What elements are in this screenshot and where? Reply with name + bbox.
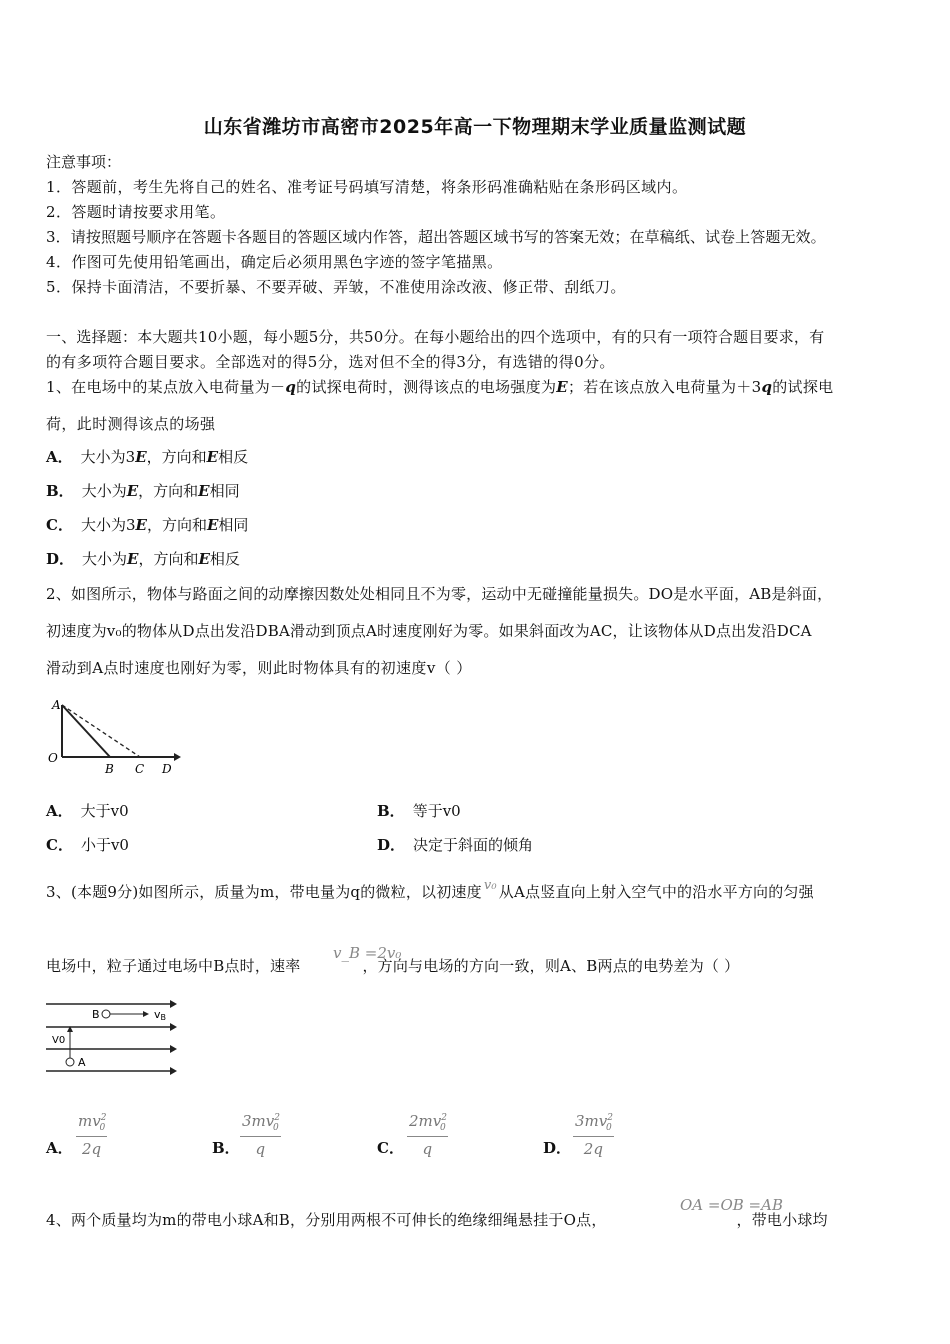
q3-point-b-icon [102,1010,110,1018]
q3-option-b: B． [212,1139,240,1157]
notice-item-3: 3．请按照题号顺序在答题卡各题目的答题区域内作答，超出答题区域书写的答案无效；在草稿纸、试卷上答题无效。 [46,228,826,246]
q4-stem-line-1: 4、两个质量均为m的带电小球A和B，分别用两根不可伸长的绝缘细绳悬挂于O点， ，带电小球均 [46,1211,828,1229]
notice-item-2: 2．答题时请按要求用笔。 [46,203,226,221]
notice-heading: 注意事项： [46,153,122,171]
q2-figure-label-c: C [135,762,145,776]
q3-figure-label-b: B [92,1008,100,1021]
q3-option-c-formula: $\frac{2mv^2_0}{q}$ [409,1112,447,1158]
section-intro-line-2: 的有多项符合题目要求。全部选对的得5分，选对但不全的得3分，有选错的得0分。 [46,353,615,371]
q3-option-c: C． [377,1139,404,1157]
q3-field-arrow-3-icon [170,1045,177,1053]
section-intro-line-1: 一、选择题：本大题共10小题，每小题5分，共50分。在每小题给出的四个选项中，有的只有一项符合题目要求，有 [46,328,825,346]
notice-item-1: 1．答题前，考生先将自己的姓名、准考证号码填写清楚，将条形码准确粘贴在条形码区域内。 [46,178,688,196]
q3-field-arrow-2-icon [170,1023,177,1031]
q3-option-d-formula: $\frac{3mv^2_0}{2q}$ [575,1112,613,1158]
q2-figure-label-a: A [52,698,61,712]
q4-distance-formula: OA =OB =AB [680,1196,783,1214]
page-title: 山东省潍坊市高密市2025年高一下物理期末学业质量监测试题 [203,116,747,138]
q2-figure-arrow-icon [174,753,181,761]
q2-figure-label-b: B [105,762,114,776]
q3-stem-line-1: 3、(本题9分)如图所示，质量为m，带电量为q的微粒，以初速度 v₀ 从A点竖直向上射入空气中的沿水平方向的匀强 [46,878,814,901]
q1-stem-line-1: 1、在电场中的某点放入电荷量为－q的试探电荷时，测得该点的电场强度为E；若在该点放入电荷量为＋3q的试探电 [46,378,834,396]
q3-figure-label-vb: vB [154,1008,167,1022]
q3-stem-line-2: 电场中，粒子通过电场中B点时，速率 ，方向与电场的方向一致，则A、B两点的电势差为（ ） [46,957,740,975]
q2-figure-label-d: D [162,762,172,776]
q2-figure-slope-ab [62,705,110,757]
q3-field-arrow-4-icon [170,1067,177,1075]
q3-figure-label-a: A [78,1056,86,1069]
q2-stem-line-3: 滑动到A点时速度也刚好为零，则此时物体具有的初速度v（ ） [46,659,472,677]
q3-v0-formula: v₀ [483,878,497,893]
q3-vb-arrow-icon [143,1011,149,1017]
q3-option-a: A． [46,1139,73,1157]
q3-option-b-formula: $\frac{3mv^2_0}{q}$ [242,1112,280,1158]
q3-vb-formula: v_B =2v₀ [333,944,402,962]
q2-figure-slope-ac [62,705,140,757]
q2-option-a: A． 大于v0 [46,802,129,820]
q1-option-d: D． 大小为E，方向和E相反 [46,550,240,568]
q2-stem-line-2: 初速度为v₀的物体从D点出发沿DBA滑动到顶点A时速度刚好为零。如果斜面改为AC，让该物体从D点出发沿DCA [46,622,812,640]
q1-option-b: B． 大小为E，方向和E相同 [46,482,240,500]
q3-option-a-formula: $\frac{mv^2_0}{2q}$ [78,1112,107,1158]
q3-field-figure [44,996,184,1078]
q3-option-d: D． [543,1139,572,1157]
q2-option-d: D． 决定于斜面的倾角 [377,836,534,854]
q3-figure-label-v0: V0 [52,1035,66,1046]
q2-option-b: B． 等于v0 [377,802,461,820]
q3-field-arrow-1-icon [170,1000,177,1008]
q2-incline-figure [44,695,184,777]
q1-option-a: A． 大小为3E，方向和E相反 [46,448,249,466]
q2-stem-line-1: 2、如图所示，物体与路面之间的动摩擦因数处处相同且不为零，运动中无碰撞能量损失。DO是水平面，AB是斜面， [46,585,833,603]
q1-stem-line-2: 荷，此时测得该点的场强 [46,415,216,433]
notice-item-4: 4．作图可先使用铅笔画出，确定后必须用黑色字迹的签字笔描黑。 [46,253,503,271]
q3-point-a-icon [66,1058,74,1066]
q1-option-c: C． 大小为3E，方向和E相同 [46,516,249,534]
q2-option-c: C． 小于v0 [46,836,129,854]
notice-item-5: 5．保持卡面清洁，不要折暴、不要弄破、弄皱，不准使用涂改液、修正带、刮纸刀。 [46,278,626,296]
q2-figure-label-o: O [48,751,58,765]
